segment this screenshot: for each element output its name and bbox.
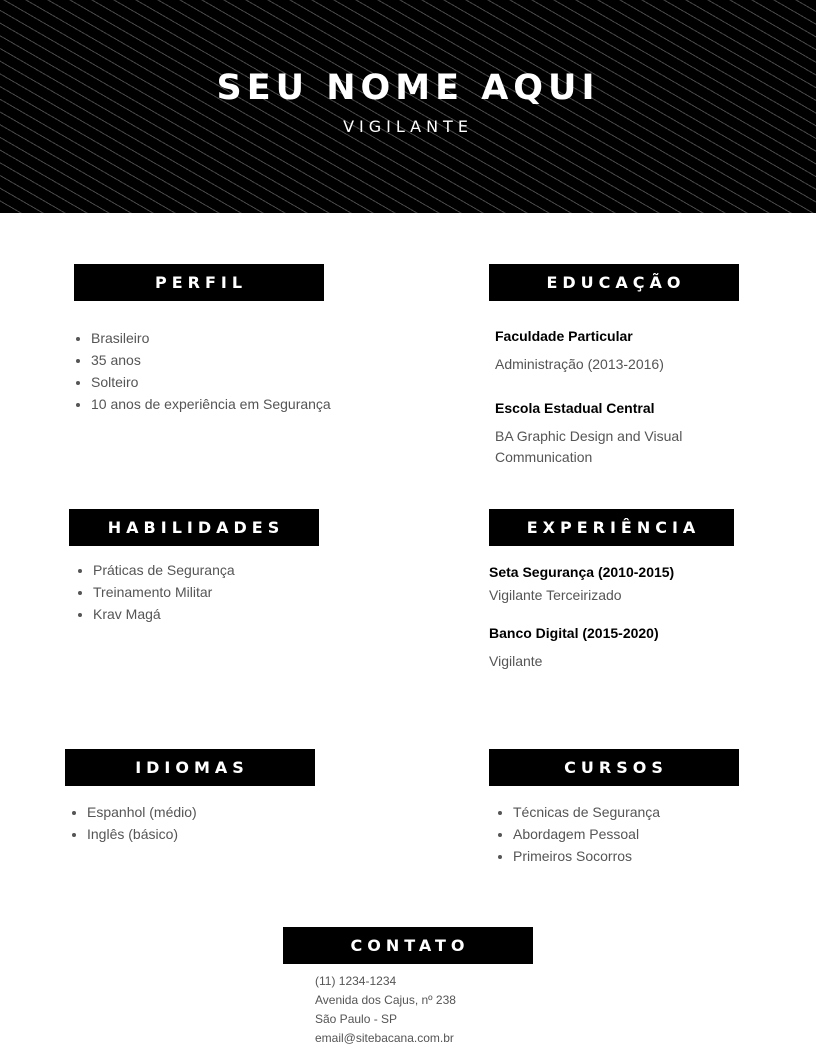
contact-email: email@sitebacana.com.br [315, 1031, 454, 1045]
section-heading-habilidades: HABILIDADES [69, 509, 319, 546]
idiomas-list [69, 801, 197, 845]
perfil-list [73, 327, 331, 415]
habilidades-list [75, 559, 235, 625]
contact-block [315, 972, 456, 1048]
section-heading-perfil: PERFIL [74, 264, 324, 301]
list-item: • Abordagem Pessoal [513, 823, 660, 845]
education-school: Faculdade Particular [495, 328, 633, 344]
resume-name: SEU NOME AQUI [216, 68, 600, 108]
section-heading-educacao: EDUCAÇÃO [489, 264, 739, 301]
list-item: • Solteiro [91, 371, 331, 393]
experience-role: Vigilante [489, 653, 543, 669]
list-item: • Espanhol (médio) [87, 801, 197, 823]
list-item: • Técnicas de Segurança [513, 801, 660, 823]
list-item: • Práticas de Segurança [93, 559, 235, 581]
contact-city: São Paulo - SP [315, 1012, 398, 1026]
list-item: • 10 anos de experiência em Segurança [91, 393, 331, 415]
section-heading-experiencia: EXPERIÊNCIA [489, 509, 734, 546]
list-item: • Treinamento Militar [93, 581, 235, 603]
education-detail: Administração (2013-2016) [495, 356, 664, 372]
contact-phone: (11) 1234-1234 [315, 974, 397, 988]
experience-company: Seta Segurança (2010-2015) [489, 564, 675, 580]
resume-role: VIGILANTE [343, 117, 473, 136]
cursos-list [495, 801, 660, 867]
education-school: Escola Estadual Central [495, 400, 655, 416]
list-item: • Brasileiro [91, 327, 331, 349]
list-item: • Primeiros Socorros [513, 845, 660, 867]
list-item: • 35 anos [91, 349, 331, 371]
section-heading-idiomas: IDIOMAS [65, 749, 315, 786]
section-heading-cursos: CURSOS [489, 749, 739, 786]
header-banner [0, 0, 816, 213]
experience-role: Vigilante Terceirizado [489, 587, 622, 603]
experience-company: Banco Digital (2015-2020) [489, 625, 659, 641]
section-heading-contato: CONTATO [283, 927, 533, 964]
education-detail: BA Graphic Design and Visual Communication [495, 428, 683, 465]
list-item: • Krav Magá [93, 603, 235, 625]
list-item: • Inglês (básico) [87, 823, 197, 845]
contact-address: Avenida dos Cajus, nº 238 [315, 993, 456, 1007]
